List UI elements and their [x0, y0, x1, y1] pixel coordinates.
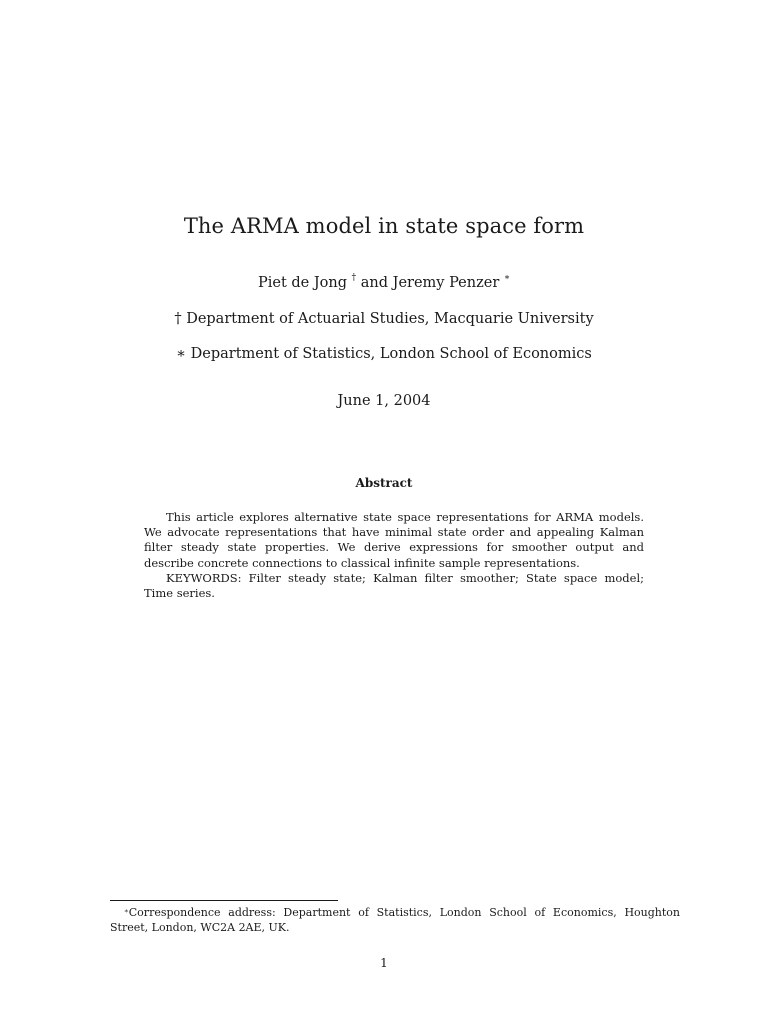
affiliation-mark: †	[174, 311, 182, 327]
author-name: Jeremy Penzer	[392, 275, 500, 291]
affiliation-2	[0, 346, 768, 362]
affiliation-mark: ∗	[176, 346, 187, 362]
footnote-mark: ∗	[124, 907, 129, 915]
footnote	[110, 905, 680, 935]
affiliation-text: Department of Actuarial Studies, Macquarie University	[186, 311, 594, 327]
author-mark-dagger: †	[351, 273, 357, 283]
footnote-text: Correspondence address: Department of Statistics, London School of Economics, Houghton Street, London, WC2A 2AE, UK.	[110, 906, 680, 934]
abstract-paragraph: This article explores alternative state space representations for ARMA models. We advocate representations that have minimal state order and appealing Kalman filter steady state properties. We derive expressions for smoother output and describe concrete connections to classical infinite sample representations.	[144, 510, 644, 570]
author-mark-asterisk: ∗	[503, 273, 510, 283]
affiliation-1	[0, 311, 768, 327]
keywords-paragraph: KEYWORDS: Filter steady state; Kalman filter smoother; State space model; Time series.	[144, 570, 644, 601]
author-line	[0, 275, 768, 291]
paper-date: June 1, 2004	[337, 393, 431, 409]
affiliation-text: Department of Statistics, London School of Economics	[190, 346, 592, 362]
paper-title: The ARMA model in state space form	[183, 214, 585, 238]
page-number: 1	[380, 956, 388, 970]
footnote-rule	[110, 900, 338, 901]
abstract-heading: Abstract	[355, 476, 413, 490]
author-joiner: and	[360, 275, 389, 291]
abstract-body	[144, 510, 644, 601]
author-name: Piet de Jong	[257, 275, 348, 291]
